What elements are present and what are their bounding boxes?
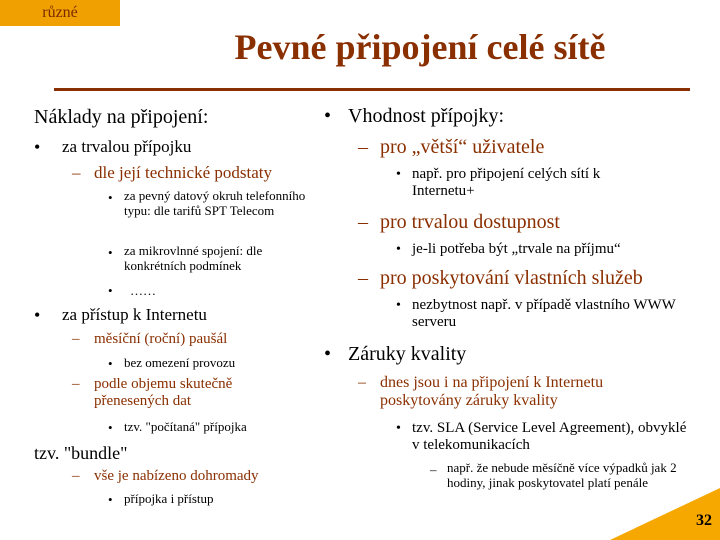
left-item-mikrovlnne: za mikrovlnné spojení: dle konkrétních podmínek — [124, 243, 263, 273]
dash-marker: – — [72, 376, 80, 392]
left-item-okruh: za pevný datový okruh telefonního typu: dle tarifů SPT Telecom — [124, 188, 306, 218]
slide-title: Pevné připojení celé sítě — [234, 27, 606, 67]
bullet-dot: • — [396, 421, 401, 436]
dash-marker: – — [358, 136, 368, 158]
left-sub-pausal: měsíční (roční) paušál — [94, 331, 228, 347]
section-tag: různé — [0, 0, 120, 26]
right-sub-kvalita: dnes jsou i na připojení k Internetu poskytovány záruky kvality — [380, 374, 604, 410]
dash-marker: – — [72, 163, 81, 182]
bullet-dot: • — [324, 343, 332, 365]
bullet-dot: • — [396, 167, 401, 182]
bullet-dot: • — [108, 356, 113, 371]
bullet-dot: • — [108, 245, 113, 260]
bullet-dot: • — [34, 305, 41, 325]
left-sub-dohromady: vše je nabízeno dohromady — [94, 468, 259, 484]
right-item-sla: tzv. SLA (Service Level Agreement), obvyklé v telekomunikacích — [412, 420, 687, 454]
bullet-dot: • — [108, 492, 113, 507]
dash-marker: – — [358, 211, 368, 233]
bullet-dot: • — [108, 190, 113, 205]
left-item-bez-omezeni: bez omezení provozu — [124, 355, 236, 370]
left-item-pripojka: přípojka i přístup — [124, 491, 214, 506]
bullet-dot: • — [34, 137, 41, 157]
right-heading-vhodnost: Vhodnost přípojky: — [348, 105, 505, 127]
bullet-dot: • — [396, 298, 401, 313]
dash-marker: – — [430, 462, 437, 477]
left-sub-objem: podle objemu skutečně přenesených dat — [94, 376, 233, 410]
right-item-trvale: je-li potřeba být „trvale na příjmu“ — [412, 241, 621, 257]
dash-marker: – — [358, 374, 366, 391]
left-item-ellipsis: …… — [130, 283, 156, 298]
bullet-dot: • — [324, 105, 332, 127]
dash-marker: – — [72, 468, 80, 484]
right-sub-vetsi: pro „větší“ uživatele — [380, 136, 545, 158]
right-heading-zaruky: Záruky kvality — [348, 343, 467, 365]
left-bullet-2: za přístup k Internetu — [62, 305, 207, 324]
right-sub-dostupnost: pro trvalou dostupnost — [380, 211, 560, 233]
dash-marker: – — [358, 267, 368, 289]
right-item-penale: např. že nebude měsíčně více výpadků jak 2 hodiny, jinak poskytovatel platí penále — [447, 460, 677, 490]
left-item-pocitana: tzv. "počítaná" přípojka — [124, 419, 247, 434]
title-underline — [54, 88, 690, 91]
bullet-dot: • — [108, 420, 113, 435]
bullet-dot: • — [108, 283, 113, 298]
right-sub-sluzby: pro poskytování vlastních služeb — [380, 267, 643, 289]
left-sub-technical: dle její technické podstaty — [94, 163, 272, 182]
page-number: 32 — [696, 512, 712, 529]
left-bullet-1: za trvalou přípojku — [62, 137, 192, 156]
bullet-dot: • — [396, 242, 401, 257]
dash-marker: – — [72, 331, 80, 347]
right-item-cele-site: např. pro připojení celých sítí k Internetu+ — [412, 166, 601, 200]
right-item-www: nezbytnost např. v případě vlastního WWW serveru — [412, 297, 676, 331]
costs-heading: Náklady na připojení: — [34, 106, 209, 128]
bundle-heading: tzv. "bundle" — [34, 443, 128, 463]
